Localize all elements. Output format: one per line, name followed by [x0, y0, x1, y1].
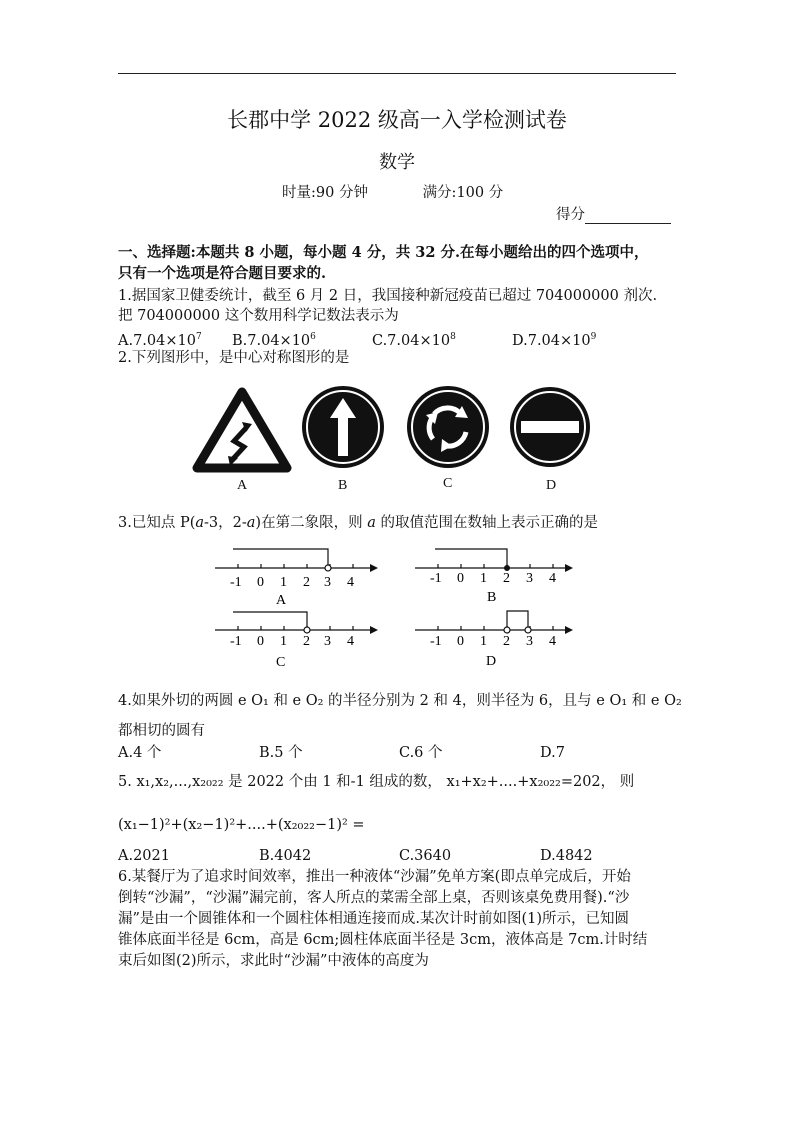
- sign-d-no-entry-icon: [510, 387, 590, 467]
- q2-signs: [190, 384, 600, 474]
- q1-option-b: $B.7.04\times 10^6$: [232, 332, 316, 349]
- svg-text:3: 3: [324, 575, 331, 590]
- numberline-a: [215, 549, 378, 608]
- svg-text:2: 2: [303, 634, 310, 649]
- q1-option-a: $A.7.04\times 10^7$: [118, 332, 202, 349]
- svg-text:0: 0: [257, 634, 264, 649]
- q4-line2: 都相切的圆有: [118, 723, 205, 739]
- q1-option-d: $D.7.04\times 10^9$: [512, 332, 597, 349]
- q2-label-a: A: [237, 478, 248, 493]
- q2-stem: 2.下列图形中，是中心对称图形的是: [118, 350, 350, 366]
- q3-number-lines: [210, 542, 590, 672]
- q5-option-a: A.2021: [118, 848, 170, 864]
- sign-b-arrow-icon: [302, 386, 384, 468]
- nl-d-label: D: [486, 654, 497, 669]
- sign-a-triangle-icon: [197, 392, 287, 468]
- svg-text:4: 4: [347, 575, 354, 590]
- q4-option-a: A.4 个: [118, 745, 162, 761]
- q6-line1: 6.某餐厅为了追求时间效率，推出一种液体“沙漏”免单方案(即点单完成后，开始: [118, 869, 631, 885]
- q5-option-b: B.4042: [259, 848, 312, 864]
- svg-text:4: 4: [549, 634, 556, 649]
- q2-label-b: B: [338, 478, 348, 493]
- svg-text:-1: -1: [430, 634, 442, 649]
- svg-text:3: 3: [526, 571, 533, 586]
- numberline-c: [215, 612, 378, 670]
- score-label: 得分: [556, 207, 585, 223]
- svg-text:0: 0: [457, 571, 464, 586]
- score-blank: [585, 209, 671, 224]
- svg-text:0: 0: [257, 575, 264, 590]
- section-heading-line2: 只有一个选项是符合题目要求的.: [118, 265, 327, 282]
- svg-text:-1: -1: [230, 634, 242, 649]
- top-rule: [118, 73, 676, 74]
- svg-text:-1: -1: [430, 571, 442, 586]
- section-heading-line1: 一、选择题:本题共 8 小题，每小题 4 分，共 32 分.在每小题给出的四个选项中，: [118, 244, 649, 261]
- svg-text:2: 2: [303, 575, 310, 590]
- svg-text:1: 1: [480, 571, 487, 586]
- q3-stem: 3.已知点 P(a-3，2-a)在第二象限，则 a 的取值范围在数轴上表示正确的是: [118, 515, 598, 531]
- q5-line2: (x₁−1)²+(x₂−1)²+....+(x₂₀₂₂−1)² =: [118, 817, 365, 833]
- q6-line4: 锥体底面半径是 6cm，高是 6cm;圆柱体底面半径是 3cm，液体高是 7cm.计时结: [118, 932, 648, 948]
- q1-line2: 把 704000000 这个数用科学记数法表示为: [118, 308, 399, 324]
- score-field: [556, 203, 671, 224]
- exam-subject: 数学: [379, 152, 415, 173]
- q4-line1: 4.如果外切的两圆 e O₁ 和 e O₂ 的半径分别为 2 和 4，则半径为 6，且与 e O₁ 和 e O₂: [118, 693, 682, 709]
- q6-line3: 漏”是由一个圆锥体和一个圆柱体相通连接而成.某次计时前如图(1)所示，已知圆: [118, 911, 630, 927]
- sign-c-roundabout-icon: [407, 386, 489, 468]
- q5-line1: 5. x₁,x₂,...,x₂₀₂₂ 是 2022 个由 1 和-1 组成的数， x₁+x₂+....+x₂₀₂₂=202， 则: [118, 774, 635, 790]
- svg-text:1: 1: [280, 575, 287, 590]
- svg-text:1: 1: [280, 634, 287, 649]
- svg-text:3: 3: [324, 634, 331, 649]
- svg-text:1: 1: [480, 634, 487, 649]
- q6-line2: 倒转“沙漏”，“沙漏”漏完前，客人所点的菜需全部上桌，否则该桌免费用餐).“沙: [118, 890, 630, 906]
- numberline-b: [415, 549, 573, 605]
- q4-option-b: B.5 个: [259, 745, 303, 761]
- q2-label-d: D: [546, 478, 557, 493]
- nl-a-label: A: [276, 593, 287, 608]
- nl-a-tick-n1: -1: [230, 575, 242, 590]
- full-score: 满分:100 分: [422, 185, 504, 201]
- q1-line1: 1.据国家卫健委统计，截至 6 月 2 日，我国接种新冠疫苗已超过 704000000 剂次.: [118, 288, 658, 304]
- q2-label-c: C: [443, 476, 453, 491]
- q4-option-c: C.6 个: [399, 745, 443, 761]
- exam-title: 长郡中学 2022 级高一入学检测试卷: [227, 108, 567, 132]
- nl-c-label: C: [276, 655, 286, 670]
- svg-text:2: 2: [503, 634, 510, 649]
- svg-text:4: 4: [347, 634, 354, 649]
- svg-text:0: 0: [457, 634, 464, 649]
- svg-text:4: 4: [549, 571, 556, 586]
- q5-option-d: D.4842: [540, 848, 593, 864]
- q4-option-d: D.7: [540, 745, 565, 761]
- q6-line5: 束后如图(2)所示，求此时“沙漏”中液体的高度为: [118, 953, 429, 969]
- time-limit: 时量:90 分钟: [282, 185, 368, 201]
- nl-b-label: B: [487, 590, 497, 605]
- numberline-d: [415, 611, 573, 669]
- exam-meta: [282, 181, 503, 202]
- svg-text:2: 2: [503, 571, 510, 586]
- q5-option-c: C.3640: [399, 848, 452, 864]
- svg-text:3: 3: [526, 634, 533, 649]
- q1-option-c: $C.7.04\times 10^8$: [372, 332, 456, 349]
